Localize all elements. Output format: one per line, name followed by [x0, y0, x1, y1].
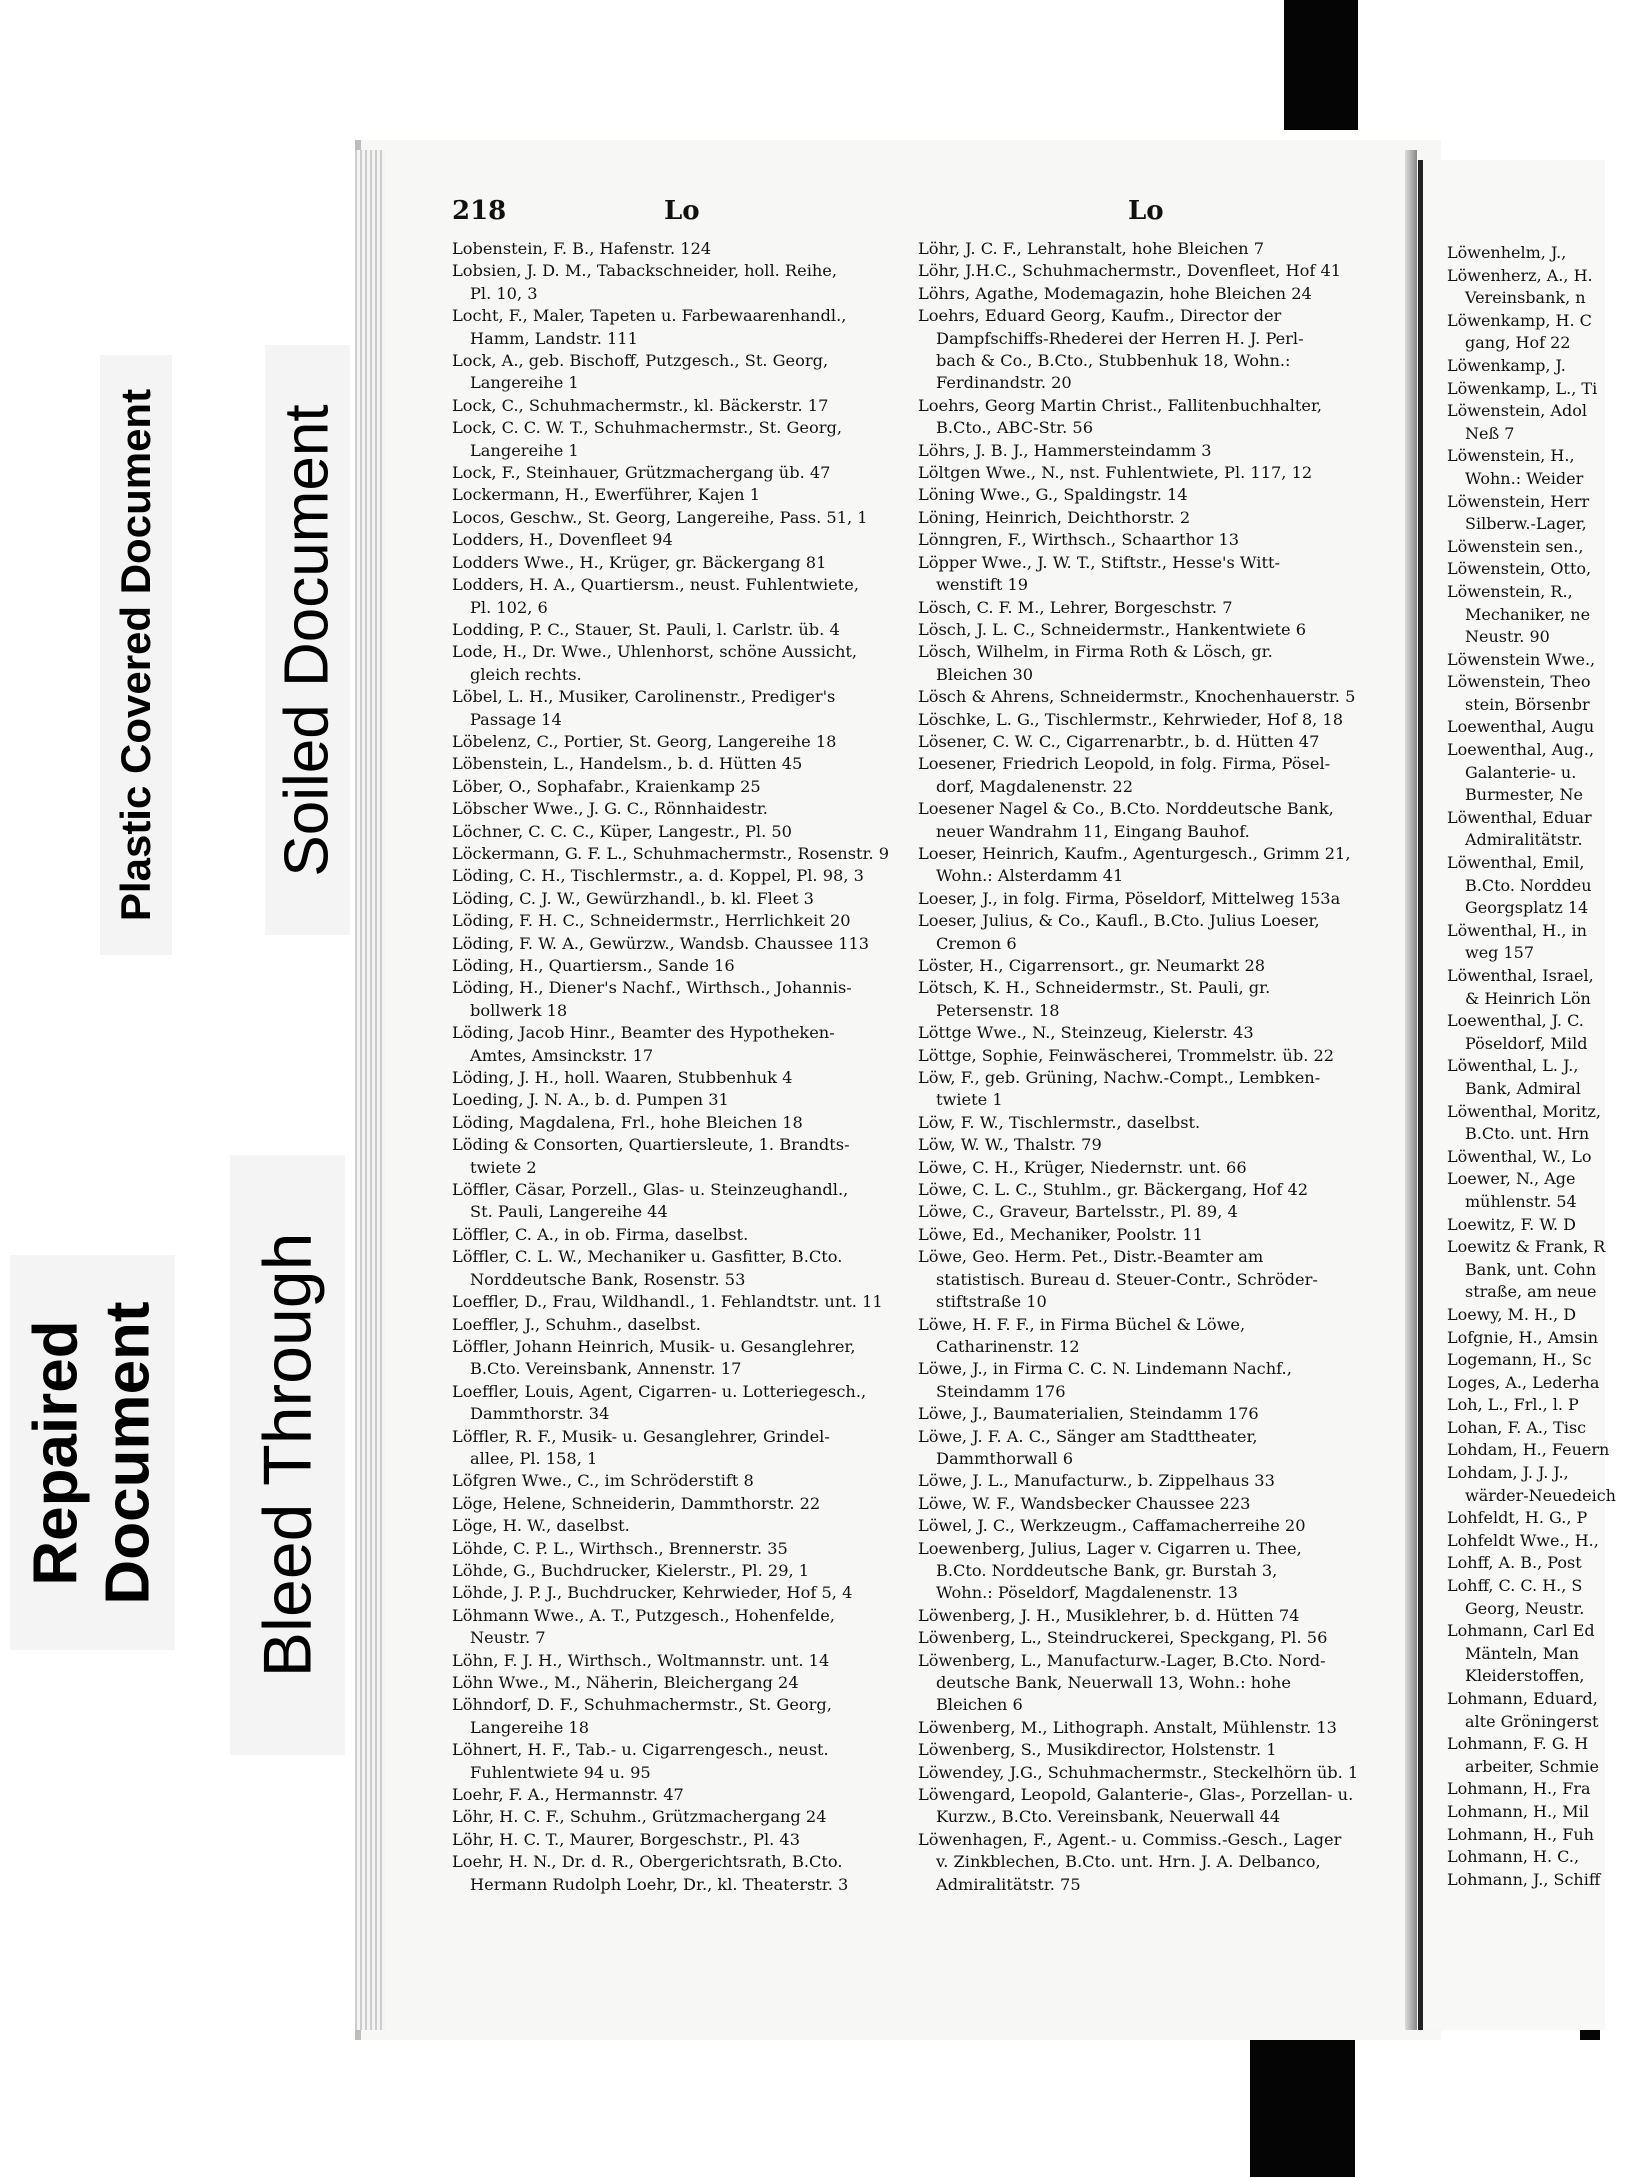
- directory-entry-line: Löhr, J. C. F., Lehranstalt, hohe Bleichen 7: [918, 239, 1265, 258]
- directory-entry-line: Löbenstein, L., Handelsm., b. d. Hütten 45: [452, 754, 803, 774]
- right-page: [1418, 160, 1616, 2030]
- directory-entry-line: Mänteln, Man: [1465, 1643, 1579, 1663]
- directory-entry-line: Lohfeldt Wwe., H.,: [1447, 1530, 1599, 1550]
- directory-entry-line: v. Zinkblechen, B.Cto. unt. Hrn. J. A. Delbanco,: [936, 1852, 1321, 1872]
- directory-entry-line: Löwe, Geo. Herm. Pet., Distr.-Beamter am: [918, 1247, 1264, 1267]
- header-middle: Lo: [1128, 196, 1164, 226]
- directory-entry-line: Loeffler, J., Schuhm., daselbst.: [452, 1314, 701, 1334]
- directory-entry-line: Löning Wwe., G., Spaldingstr. 14: [918, 485, 1188, 505]
- directory-entry-line: Vereinsbank, n: [1465, 288, 1586, 308]
- directory-entry-line: Lock, C. C. W. T., Schuhmachermstr., St. Georg,: [452, 418, 842, 438]
- left-column: [452, 238, 914, 1896]
- directory-entry-line: allee, Pl. 158, 1: [470, 1448, 598, 1468]
- directory-entry-line: Lobenstein, F. B., Hafenstr. 124: [452, 239, 712, 258]
- directory-entry-line: Bank, Admiral: [1465, 1078, 1581, 1098]
- directory-entry-line: Norddeutsche Bank, Rosenstr. 53: [470, 1269, 746, 1289]
- directory-entry-line: Bank, unt. Cohn: [1465, 1259, 1597, 1279]
- directory-entry-line: Löwenkamp, L., Ti: [1447, 378, 1598, 398]
- directory-entry-line: Löwenstein, Herr: [1447, 491, 1590, 511]
- directory-entry-line: Löhn, F. J. H., Wirthsch., Woltmannstr. unt. 14: [452, 1650, 830, 1670]
- directory-entry-line: Löhnert, H. F., Tab.- u. Cigarrengesch., neust.: [452, 1740, 829, 1760]
- directory-entry-line: Lösch, J. L. C., Schneidermstr., Hankentwiete 6: [918, 619, 1307, 639]
- directory-entry-line: neuer Wandrahm 11, Eingang Bauhof.: [936, 821, 1250, 841]
- directory-entry-line: Löwe, C. L. C., Stuhlm., gr. Bäckergang, Hof 42: [918, 1180, 1309, 1200]
- book-gutter: [1405, 150, 1417, 2030]
- directory-entry-line: Petersenstr. 18: [936, 1000, 1060, 1020]
- directory-entry-line: Loehrs, Georg Martin Christ., Fallitenbuchhalter,: [918, 395, 1323, 415]
- middle-column: [918, 238, 1386, 1896]
- directory-entry-line: B.Cto. Vereinsbank, Annenstr. 17: [470, 1359, 742, 1379]
- directory-entry-line: B.Cto., ABC-Str. 56: [936, 418, 1094, 438]
- directory-entry-line: Loewenberg, Julius, Lager v. Cigarren u. Thee,: [918, 1538, 1302, 1558]
- directory-entry-line: Mechaniker, ne: [1465, 604, 1591, 624]
- directory-entry-line: wärder-Neuedeich: [1465, 1485, 1616, 1505]
- directory-entry-line: Löding, F. H. C., Schneidermstr., Herrlichkeit 20: [452, 911, 851, 931]
- directory-entry-line: Löwe, J. L., Manufacturw., b. Zippelhaus 33: [918, 1471, 1275, 1491]
- directory-entry-line: Löffler, Cäsar, Porzell., Glas- u. Steinzeughandl.,: [452, 1180, 849, 1200]
- right-column: [1423, 160, 1629, 1891]
- directory-entry-line: Langereihe 1: [470, 440, 579, 460]
- directory-entry-line: bollwerk 18: [470, 1000, 568, 1020]
- tag-repaired-text: Repaired Document: [21, 1300, 163, 1605]
- directory-entry-line: B.Cto. unt. Hrn: [1465, 1124, 1590, 1144]
- directory-entry-line: Lösch, C. F. M., Lehrer, Borgeschstr. 7: [918, 597, 1233, 617]
- directory-entry-line: Lösch & Ahrens, Schneidermstr., Knochenhauerstr. 5: [918, 687, 1356, 707]
- tag-bleed-through: [230, 1155, 345, 1755]
- tag-repaired: [10, 1255, 175, 1650]
- directory-entry-line: Löwenthal, Moritz,: [1447, 1101, 1602, 1121]
- directory-entry-line: Neß 7: [1465, 423, 1515, 443]
- directory-entry-line: Löwenstein, Theo: [1447, 672, 1591, 692]
- directory-entry-line: Löwengard, Leopold, Galanterie-, Glas-, Porzellan- u.: [918, 1785, 1354, 1805]
- directory-entry-line: Löffler, R. F., Musik- u. Gesanglehrer, Grindel-: [452, 1426, 830, 1446]
- directory-entry-line: Löhde, C. P. L., Wirthsch., Brennerstr. 35: [452, 1538, 788, 1558]
- directory-entry-line: Löfgren Wwe., C., im Schröderstift 8: [452, 1471, 754, 1491]
- directory-entry-line: Löge, H. W., daselbst.: [452, 1516, 630, 1536]
- directory-entry-line: Georg, Neustr.: [1465, 1598, 1585, 1618]
- directory-entry-line: Loewitz & Frank, R: [1447, 1237, 1606, 1257]
- directory-entry-line: Löwe, Ed., Mechaniker, Poolstr. 11: [918, 1224, 1203, 1244]
- directory-entry-line: Löwenstein, Adol: [1447, 401, 1587, 421]
- directory-entry-line: Löding, Magdalena, Frl., hohe Bleichen 18: [452, 1112, 803, 1132]
- directory-entry-line: Georgsplatz 14: [1465, 898, 1589, 918]
- directory-entry-line: Galanterie- u.: [1465, 762, 1577, 782]
- directory-entry-line: Lösener, C. W. C., Cigarrenarbtr., b. d. Hütten 47: [918, 731, 1320, 751]
- directory-entry-line: Loeding, J. N. A., b. d. Pumpen 31: [452, 1090, 729, 1110]
- directory-entry-line: straße, am neue: [1465, 1282, 1597, 1302]
- directory-entry-line: Lohan, F. A., Tisc: [1447, 1417, 1587, 1437]
- directory-entry-line: Lodders, H. A., Quartiersm., neust. Fuhlentwiete,: [452, 575, 859, 595]
- directory-entry-line: Löding, F. W. A., Gewürzw., Wandsb. Chaussee 113: [452, 933, 870, 953]
- directory-entry-line: wenstift 19: [936, 575, 1029, 595]
- directory-entry-line: Catharinenstr. 12: [936, 1336, 1080, 1356]
- directory-entry-line: Lötsch, K. H., Schneidermstr., St. Pauli, gr.: [918, 978, 1271, 998]
- directory-entry-line: Loehr, H. N., Dr. d. R., Obergerichtsrath, B.Cto.: [452, 1852, 843, 1872]
- directory-entry-line: Loehrs, Eduard Georg, Kaufm., Director der: [918, 306, 1282, 326]
- directory-entry-line: Loeser, Julius, & Co., Kaufl., B.Cto. Julius Loeser,: [918, 911, 1320, 931]
- directory-entry-line: Löhn Wwe., M., Näherin, Bleichergang 24: [452, 1673, 799, 1692]
- directory-entry-line: Loeffler, D., Frau, Wildhandl., 1. Fehlandtstr. unt. 11: [452, 1292, 883, 1312]
- directory-entry-line: Logemann, H., Sc: [1447, 1350, 1592, 1370]
- directory-entry-line: mühlenstr. 54: [1465, 1191, 1577, 1211]
- directory-entry-line: Löttge Wwe., N., Steinzeug, Kielerstr. 43: [918, 1023, 1254, 1043]
- tag-plastic-covered-text: Plastic Covered Document: [112, 388, 160, 922]
- directory-entry-line: Lohmann, F. G. H: [1447, 1734, 1589, 1754]
- directory-entry-line: Löwenstein, R.,: [1447, 581, 1573, 601]
- tag-soiled-text: Soiled Document: [273, 403, 342, 877]
- directory-entry-line: Pl. 102, 6: [470, 597, 548, 617]
- directory-entry-line: Admiralitätstr.: [1465, 830, 1583, 850]
- directory-entry-line: Löwenberg, S., Musikdirector, Holstenstr. 1: [918, 1740, 1277, 1760]
- directory-entry-line: Löge, Helene, Schneiderin, Dammthorstr. 22: [452, 1493, 821, 1513]
- directory-entry-line: Löwenthal, W., Lo: [1447, 1146, 1592, 1166]
- directory-entry-line: Neustr. 7: [470, 1628, 546, 1648]
- directory-entry-line: Lohmann, H., Fuh: [1447, 1824, 1594, 1844]
- page-edges: [355, 150, 385, 2030]
- directory-entry-line: Kleiderstoffen,: [1465, 1666, 1585, 1686]
- directory-entry-line: weg 157: [1465, 943, 1535, 963]
- directory-entry-line: Loewenthal, J. C.: [1447, 1011, 1584, 1031]
- directory-entry-line: Löffler, C. A., in ob. Firma, daselbst.: [452, 1224, 749, 1244]
- directory-entry-line: Fuhlentwiete 94 u. 95: [470, 1762, 651, 1782]
- directory-entry-line: Löltgen Wwe., N., nst. Fuhlentwiete, Pl. 117, 12: [918, 463, 1313, 483]
- directory-entry-line: alte Gröningerst: [1465, 1711, 1599, 1731]
- directory-entry-line: Locos, Geschw., St. Georg, Langereihe, Pass. 51, 1: [452, 507, 868, 527]
- directory-entry-line: Dammthorstr. 34: [470, 1404, 610, 1424]
- directory-entry-line: Lohmann, H., Fra: [1447, 1779, 1591, 1799]
- directory-entry-line: Lockermann, H., Ewerführer, Kajen 1: [452, 485, 760, 505]
- directory-entry-line: Löwenhelm, J.,: [1447, 243, 1567, 262]
- directory-entry-line: stiftstraße 10: [936, 1292, 1047, 1312]
- directory-entry-line: Löwenstein sen.,: [1447, 536, 1584, 556]
- directory-entry-line: Löffler, Johann Heinrich, Musik- u. Gesanglehrer,: [452, 1336, 856, 1356]
- directory-entry-line: Löhr, H. C. F., Schuhm., Grützmachergang 24: [452, 1807, 827, 1827]
- directory-entry-line: Löding, C. H., Tischlermstr., a. d. Koppel, Pl. 98, 3: [452, 866, 864, 886]
- directory-entry-line: twiete 1: [936, 1090, 1003, 1110]
- directory-entry-line: Lock, F., Steinhauer, Grützmachergang üb. 47: [452, 463, 831, 483]
- directory-entry-line: Löckermann, G. F. L., Schuhmachermstr., Rosenstr. 9: [452, 843, 890, 863]
- directory-entry-line: Löwel, J. C., Werkzeugm., Caffamacherreihe 20: [918, 1516, 1306, 1536]
- directory-entry-line: Amtes, Amsinckstr. 17: [470, 1045, 654, 1065]
- directory-entry-line: Lode, H., Dr. Wwe., Uhlenhorst, schöne Aussicht,: [452, 642, 858, 662]
- directory-entry-line: Löschke, L. G., Tischlermstr., Kehrwieder, Hof 8, 18: [918, 709, 1344, 729]
- directory-entry-line: Löwenthal, L. J.,: [1447, 1056, 1579, 1076]
- directory-entry-line: Lodders Wwe., H., Krüger, gr. Bäckergang 81: [452, 552, 827, 572]
- directory-entry-line: Lodding, P. C., Stauer, St. Pauli, l. Carlstr. üb. 4: [452, 619, 840, 639]
- directory-entry-line: Loewenthal, Aug.,: [1447, 740, 1595, 760]
- directory-entry-line: Wohn.: Pöseldorf, Magdalenenstr. 13: [936, 1583, 1238, 1603]
- directory-entry-line: statistisch. Bureau d. Steuer-Contr., Schröder-: [936, 1269, 1318, 1289]
- directory-entry-line: Löding, Jacob Hinr., Beamter des Hypotheken-: [452, 1023, 835, 1043]
- directory-entry-line: gang, Hof 22: [1465, 333, 1571, 353]
- directory-entry-line: Löwenkamp, J.: [1447, 355, 1566, 375]
- tag-bleed-through-text: Bleed Through: [249, 1232, 326, 1678]
- directory-entry-line: gleich rechts.: [470, 664, 582, 684]
- directory-entry-line: Löwenstein Wwe.,: [1447, 649, 1596, 669]
- directory-entry-line: Loewitz, F. W. D: [1447, 1214, 1576, 1234]
- directory-entry-line: Löhde, G., Buchdrucker, Kielerstr., Pl. 29, 1: [452, 1560, 810, 1580]
- directory-entry-line: Löbelenz, C., Portier, St. Georg, Langereihe 18: [452, 731, 837, 751]
- directory-entry-line: Neustr. 90: [1465, 627, 1550, 647]
- directory-entry-line: Silberw.-Lager,: [1465, 514, 1587, 534]
- page-number: 218: [452, 196, 507, 226]
- directory-entry-line: Löw, F. W., Tischlermstr., daselbst.: [918, 1112, 1201, 1132]
- directory-entry-line: Bleichen 6: [936, 1695, 1023, 1715]
- directory-entry-line: Langereihe 18: [470, 1717, 590, 1737]
- directory-entry-line: Loesener Nagel & Co., B.Cto. Norddeutsche Bank,: [918, 799, 1334, 819]
- directory-entry-line: Loewenthal, Augu: [1447, 717, 1595, 737]
- tag-plastic-covered: [100, 355, 172, 955]
- directory-entry-line: Lohmann, Carl Ed: [1447, 1621, 1595, 1641]
- directory-entry-line: Löwenberg, J. H., Musiklehrer, b. d. Hütten 74: [918, 1605, 1300, 1625]
- directory-entry-line: Lock, C., Schuhmachermstr., kl. Bäckerstr. 17: [452, 395, 829, 415]
- directory-entry-line: Lock, A., geb. Bischoff, Putzgesch., St. Georg,: [452, 351, 829, 371]
- directory-entry-line: Lohff, A. B., Post: [1447, 1553, 1582, 1573]
- directory-entry-line: Löding, H., Quartiersm., Sande 16: [452, 956, 735, 975]
- directory-entry-line: Löding, C. J. W., Gewürzhandl., b. kl. Fleet 3: [452, 888, 814, 908]
- directory-entry-line: Löwe, C. H., Krüger, Niedernstr. unt. 66: [918, 1157, 1247, 1177]
- directory-entry-line: Löwenhagen, F., Agent.- u. Commiss.-Gesch., Lager: [918, 1829, 1342, 1849]
- directory-entry-line: Löwenstein, H.,: [1447, 446, 1575, 466]
- directory-entry-line: Hamm, Landstr. 111: [470, 328, 638, 348]
- directory-entry-line: Löhr, J.H.C., Schuhmachermstr., Dovenfleet, Hof 41: [918, 261, 1342, 281]
- directory-entry-line: Loesener, Friedrich Leopold, in folg. Firma, Pösel-: [918, 754, 1331, 774]
- directory-entry-line: bach & Co., B.Cto., Stubbenhuk 18, Wohn.:: [936, 351, 1291, 371]
- directory-entry-line: Dammthorwall 6: [936, 1448, 1074, 1468]
- directory-entry-line: Lönngren, F., Wirthsch., Schaarthor 13: [918, 530, 1240, 550]
- directory-entry-line: Cremon 6: [936, 933, 1017, 953]
- directory-entry-line: stein, Börsenbr: [1465, 694, 1590, 714]
- directory-entry-line: Kurzw., B.Cto. Vereinsbank, Neuerwall 44: [936, 1807, 1281, 1827]
- directory-entry-line: Locht, F., Maler, Tapeten u. Farbewaarenhandl.,: [452, 306, 847, 326]
- directory-entry-line: Loeser, Heinrich, Kaufm., Agenturgesch., Grimm 21,: [918, 843, 1351, 863]
- directory-entry-line: Löhrs, J. B. J., Hammersteindamm 3: [918, 440, 1212, 460]
- directory-entry-line: Bleichen 30: [936, 664, 1034, 684]
- directory-entry-line: Loewer, N., Age: [1447, 1169, 1576, 1189]
- directory-entry-line: Löwe, J., Baumaterialien, Steindamm 176: [918, 1404, 1259, 1424]
- directory-entry-line: Löwe, W. F., Wandsbecker Chaussee 223: [918, 1493, 1251, 1513]
- directory-entry-line: Lohdam, H., Feuern: [1447, 1440, 1610, 1460]
- directory-entry-line: Löbscher Wwe., J. G. C., Rönnhaidestr.: [452, 799, 768, 819]
- directory-entry-line: Lodders, H., Dovenfleet 94: [452, 530, 673, 550]
- directory-entry-line: & Heinrich Lön: [1465, 988, 1591, 1008]
- black-strip-bottom: [1250, 2030, 1355, 2177]
- directory-entry-line: Pöseldorf, Mild: [1465, 1033, 1588, 1053]
- directory-entry-line: Löwenberg, L., Steindruckerei, Speckgang, Pl. 56: [918, 1628, 1328, 1648]
- directory-entry-line: Lohmann, Eduard,: [1447, 1689, 1598, 1708]
- directory-entry-line: deutsche Bank, Neuerwall 13, Wohn.: hohe: [936, 1673, 1291, 1692]
- directory-entry-line: Löwe, J. F. A. C., Sänger am Stadttheater,: [918, 1426, 1258, 1446]
- directory-entry-line: Pl. 10, 3: [470, 283, 538, 303]
- directory-entry-line: Löffler, C. L. W., Mechaniker u. Gasfitter, B.Cto.: [452, 1247, 843, 1267]
- directory-entry-line: Lohff, C. C. H., S: [1447, 1576, 1583, 1596]
- directory-entry-line: Löwenthal, Eduar: [1447, 807, 1592, 827]
- directory-entry-line: Löwe, H. F. F., in Firma Büchel & Löwe,: [918, 1314, 1246, 1334]
- directory-entry-line: Löwenthal, Emil,: [1447, 853, 1585, 873]
- directory-entry-line: Löwenstein, Otto,: [1447, 559, 1592, 579]
- directory-entry-line: Loh, L., Frl., l. P: [1447, 1395, 1579, 1415]
- directory-entry-line: dorf, Magdalenenstr. 22: [936, 776, 1133, 796]
- directory-entry-line: Langereihe 1: [470, 373, 579, 393]
- directory-entry-line: Löding, J. H., holl. Waaren, Stubbenhuk 4: [452, 1068, 793, 1088]
- directory-entry-line: Lobsien, J. D. M., Tabackschneider, holl. Reihe,: [452, 261, 838, 281]
- directory-entry-line: Lohmann, H., Mil: [1447, 1801, 1589, 1821]
- directory-entry-line: Löhrs, Agathe, Modemagazin, hohe Bleichen 24: [918, 283, 1312, 303]
- directory-entry-line: arbeiter, Schmie: [1465, 1756, 1599, 1776]
- directory-entry-line: Löttge, Sophie, Feinwäscherei, Trommelstr. üb. 22: [918, 1045, 1335, 1065]
- directory-entry-line: Löber, O., Sophafabr., Kraienkamp 25: [452, 776, 761, 796]
- directory-entry-line: Lohdam, J. J. J.,: [1447, 1463, 1569, 1483]
- directory-entry-line: St. Pauli, Langereihe 44: [470, 1202, 668, 1222]
- directory-entry-line: Löw, F., geb. Grüning, Nachw.-Compt., Lembken-: [918, 1068, 1321, 1088]
- directory-entry-line: Löwenthal, H., in: [1447, 920, 1587, 940]
- directory-entry-line: Löhndorf, D. F., Schuhmachermstr., St. Georg,: [452, 1695, 832, 1715]
- directory-entry-line: Ferdinandstr. 20: [936, 373, 1072, 393]
- directory-entry-line: Löpper Wwe., J. W. T., Stiftstr., Hesse's Witt-: [918, 552, 1280, 572]
- directory-entry-line: Löbel, L. H., Musiker, Carolinenstr., Prediger's: [452, 687, 836, 707]
- directory-entry-line: B.Cto. Norddeu: [1465, 875, 1592, 895]
- directory-entry-line: Hermann Rudolph Loehr, Dr., kl. Theaterstr. 3: [470, 1874, 849, 1894]
- directory-entry-line: Löding & Consorten, Quartiersleute, 1. Brandts-: [452, 1135, 850, 1155]
- directory-entry-line: Lofgnie, H., Amsin: [1447, 1327, 1599, 1347]
- directory-entry-line: Löwenthal, Israel,: [1447, 966, 1594, 985]
- directory-entry-line: Löw, W. W., Thalstr. 79: [918, 1135, 1102, 1155]
- directory-entry-line: Loehr, F. A., Hermannstr. 47: [452, 1785, 684, 1805]
- directory-entry-line: Admiralitätstr. 75: [936, 1874, 1081, 1894]
- directory-entry-line: Lohfeldt, H. G., P: [1447, 1508, 1588, 1528]
- directory-entry-line: Löhr, H. C. T., Maurer, Borgeschstr., Pl. 43: [452, 1829, 801, 1849]
- directory-entry-line: Lohmann, J., Schiff: [1447, 1869, 1601, 1889]
- directory-entry-line: Löwendey, J.G., Schuhmachermstr., Steckelhörn üb. 1: [918, 1762, 1359, 1782]
- directory-entry-line: Löning, Heinrich, Deichthorstr. 2: [918, 507, 1191, 527]
- directory-entry-line: Löster, H., Cigarrensort., gr. Neumarkt 28: [918, 956, 1266, 975]
- directory-entry-line: Lösch, Wilhelm, in Firma Roth & Lösch, gr.: [918, 642, 1273, 662]
- directory-entry-line: Loges, A., Lederha: [1447, 1372, 1600, 1392]
- directory-entry-line: Löchner, C. C. C., Küper, Langestr., Pl. 50: [452, 821, 792, 841]
- directory-entry-line: Löwenberg, L., Manufacturw.-Lager, B.Cto. Nord-: [918, 1650, 1326, 1670]
- directory-entry-line: Passage 14: [470, 709, 562, 729]
- tag-soiled: [265, 345, 350, 935]
- directory-entry-line: twiete 2: [470, 1157, 537, 1177]
- directory-entry-line: Wohn.: Alsterdamm 41: [936, 866, 1124, 886]
- directory-entry-line: Löhmann Wwe., A. T., Putzgesch., Hohenfelde,: [452, 1605, 835, 1625]
- directory-entry-line: Löwe, C., Graveur, Bartelsstr., Pl. 89, 4: [918, 1202, 1238, 1222]
- directory-entry-line: Lohmann, H. C.,: [1447, 1847, 1580, 1867]
- directory-entry-line: Loeffler, Louis, Agent, Cigarren- u. Lotteriegesch.,: [452, 1381, 867, 1401]
- directory-entry-line: Steindamm 176: [936, 1381, 1066, 1401]
- directory-entry-line: Löwe, J., in Firma C. C. N. Lindemann Nachf.,: [918, 1359, 1292, 1379]
- header-left: Lo: [664, 196, 700, 226]
- directory-entry-line: B.Cto. Norddeutsche Bank, gr. Burstah 3,: [936, 1560, 1278, 1580]
- directory-entry-line: Löwenkamp, H. C: [1447, 310, 1592, 330]
- directory-entry-line: Loeser, J., in folg. Firma, Pöseldorf, Mittelweg 153a: [918, 888, 1341, 908]
- directory-entry-line: Löwenherz, A., H.: [1447, 265, 1593, 285]
- directory-entry-line: Löhde, J. P. J., Buchdrucker, Kehrwieder, Hof 5, 4: [452, 1583, 853, 1603]
- directory-entry-line: Löwenberg, M., Lithograph. Anstalt, Mühlenstr. 13: [918, 1717, 1337, 1737]
- directory-entry-line: Burmester, Ne: [1465, 785, 1583, 805]
- directory-entry-line: Löding, H., Diener's Nachf., Wirthsch., Johannis-: [452, 978, 852, 998]
- directory-entry-line: Dampfschiffs-Rhederei der Herren H. J. Perl-: [936, 328, 1304, 348]
- directory-entry-line: Wohn.: Weider: [1465, 468, 1584, 488]
- black-strip-top: [1284, 0, 1358, 130]
- directory-entry-line: Loewy, M. H., D: [1447, 1304, 1577, 1324]
